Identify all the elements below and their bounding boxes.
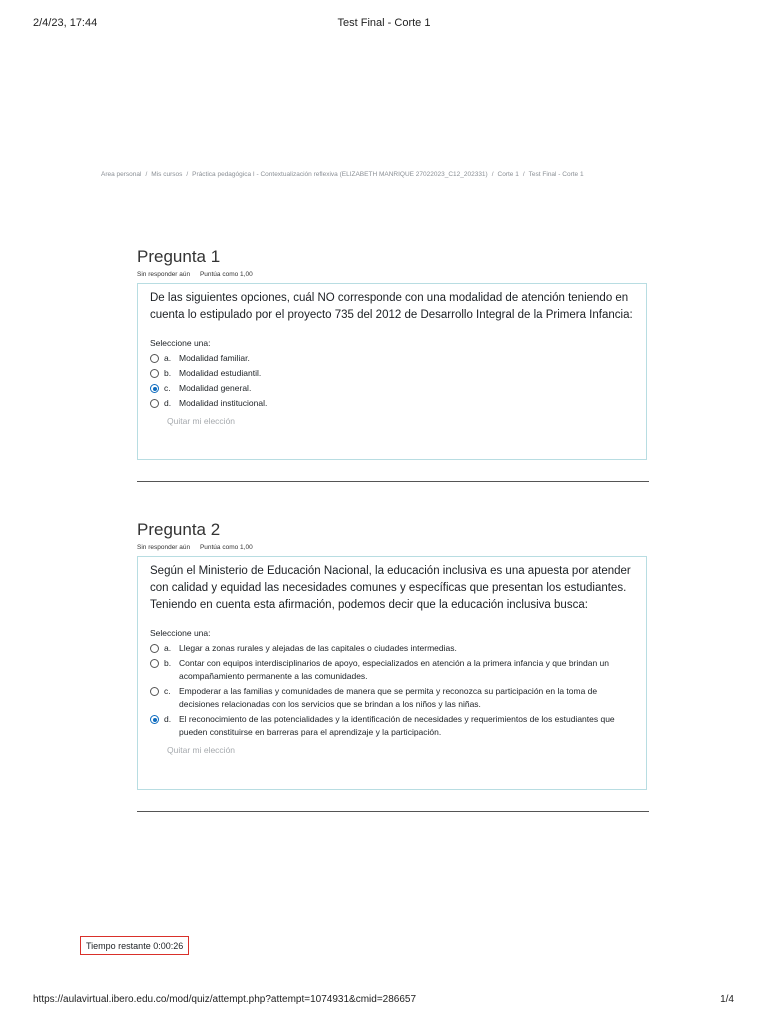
question-1-score: Puntúa como 1,00 (199, 271, 253, 278)
radio-button[interactable] (150, 369, 159, 378)
option-letter: c. (164, 383, 171, 393)
option-label: El reconocimiento de las potencialidades y la identificación de necesidades y requerimientos de los estudiantes que pueden constituirse en barreras para el aprendizaje y la participación. (179, 714, 615, 737)
radio-button-checked[interactable] (150, 715, 159, 724)
question-2-title: Pregunta 2 (137, 520, 221, 539)
print-datetime: 2/4/23, 17:44 (33, 17, 98, 29)
breadcrumb-item-test[interactable]: Test Final - Corte 1 (528, 171, 584, 178)
radio-button[interactable] (150, 354, 159, 363)
question-1-meta (137, 271, 253, 278)
print-title: Test Final - Corte 1 (337, 17, 431, 29)
question-2-option-a[interactable] (150, 642, 634, 655)
timer-label: Tiempo restante (86, 941, 151, 951)
question-2-clear-choice[interactable]: Quitar mi elección (167, 745, 236, 755)
option-letter: d. (164, 398, 172, 408)
breadcrumb-separator: / (145, 171, 148, 178)
question-2-option-b[interactable] (150, 657, 634, 683)
breadcrumb-separator: / (186, 171, 189, 178)
option-label: Modalidad familiar. (179, 353, 250, 363)
question-divider (137, 481, 649, 482)
breadcrumb-item-course[interactable]: Práctica pedagógica I - Contextualización reflexiva (ELIZABETH MANRIQUE 27022023_C12_202331) (192, 171, 488, 178)
print-url: https://aulavirtual.ibero.edu.co/mod/quiz/attempt.php?attempt=1074931&cmid=286657 (33, 994, 417, 1005)
breadcrumb-item-corte[interactable]: Corte 1 (497, 171, 519, 178)
breadcrumb-separator: / (491, 171, 494, 178)
question-2-score: Puntúa como 1,00 (199, 544, 253, 551)
question-1-box (137, 283, 647, 460)
option-label: Empoderar a las familias y comunidades de manera que se permita y reconozca su participación en la toma de decisiones relacionadas con los servicios que se brindan a los niños y las niñas. (179, 686, 598, 709)
breadcrumb-item-area-personal[interactable]: Área personal (101, 171, 142, 178)
option-label: Contar con equipos interdisciplinarios de apoyo, especializados en atención a la primera infancia y que brindan un acompañamiento permanente a las comunidades. (179, 658, 609, 681)
option-label: Llegar a zonas rurales y alejadas de las capitales o ciudades intermedias. (179, 643, 457, 653)
radio-button-checked[interactable] (150, 384, 159, 393)
question-1-header (137, 247, 253, 278)
question-2-text: Según el Ministerio de Educación Nacional, la educación inclusiva es una apuesta por atender con calidad y equidad las necesidades comunes y específicas que presentan los estudiantes. Teniendo en cuenta esta afirmación, podemos decir que la educación inclusiva busca: (150, 565, 631, 611)
option-letter: a. (164, 643, 172, 653)
question-2-status: Sin responder aún (137, 544, 191, 551)
breadcrumb (101, 171, 681, 178)
question-2-option-c[interactable] (150, 685, 634, 711)
option-label: Modalidad estudiantil. (179, 368, 262, 378)
option-letter: c. (164, 686, 171, 696)
question-divider (137, 811, 649, 812)
question-1-option-a[interactable] (150, 352, 634, 365)
question-1-title: Pregunta 1 (137, 247, 221, 266)
question-2-options (150, 642, 634, 739)
option-label: Modalidad general. (179, 383, 252, 393)
question-1-option-b[interactable] (150, 367, 634, 380)
time-remaining-box (80, 936, 189, 955)
radio-button[interactable] (150, 399, 159, 408)
option-letter: d. (164, 714, 172, 724)
question-2-header (137, 520, 253, 551)
question-1-prompt: Seleccione una: (150, 338, 211, 348)
option-letter: b. (164, 658, 172, 668)
question-2-box (137, 556, 647, 790)
question-1-text: De las siguientes opciones, cuál NO corresponde con una modalidad de atención teniendo en cuenta lo estipulado por el proyecto 735 del 2012 de Desarrollo Integral de la Primera Infancia: (150, 292, 633, 321)
question-1-option-c[interactable] (150, 382, 634, 395)
question-2-meta (137, 544, 253, 551)
breadcrumb-separator: / (522, 171, 525, 178)
radio-button[interactable] (150, 644, 159, 653)
breadcrumb-item-mis-cursos[interactable]: Mis cursos (151, 171, 183, 178)
print-page-number: 1/4 (720, 994, 734, 1005)
question-1-status: Sin responder aún (137, 271, 191, 278)
question-1-option-d[interactable] (150, 397, 634, 410)
option-letter: b. (164, 368, 172, 378)
option-label: Modalidad institucional. (179, 398, 268, 408)
question-2-option-d[interactable] (150, 713, 634, 739)
option-letter: a. (164, 353, 172, 363)
question-1-clear-choice[interactable]: Quitar mi elección (167, 416, 236, 426)
print-header (0, 17, 768, 33)
question-1-options (150, 352, 634, 410)
timer-value: 0:00:26 (153, 941, 184, 951)
radio-button[interactable] (150, 687, 159, 696)
question-2-prompt: Seleccione una: (150, 628, 211, 638)
radio-button[interactable] (150, 659, 159, 668)
